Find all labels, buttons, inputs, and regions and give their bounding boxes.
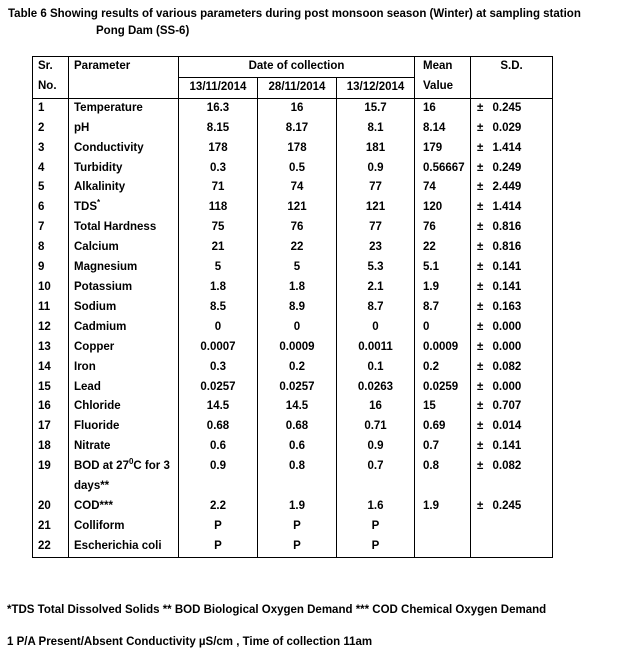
date1-cell: 2.2 bbox=[179, 497, 258, 517]
table-row bbox=[33, 358, 553, 378]
footnote-units: 1 P/A Present/Absent Conductivity µS/cm , Time of collection 11am bbox=[7, 636, 373, 648]
parameter-text-b: C for 3 bbox=[133, 460, 170, 473]
empty-cell bbox=[471, 537, 489, 557]
mean-cell: 22 bbox=[415, 238, 471, 258]
table-row bbox=[33, 198, 553, 218]
plus-minus-cell: ± bbox=[477, 280, 484, 293]
sr-cell: 9 bbox=[33, 258, 69, 278]
sr-cell: 11 bbox=[33, 298, 69, 318]
date2-cell: 178 bbox=[258, 139, 337, 159]
parameter-cell: Alkalinity bbox=[69, 178, 179, 198]
empty-cell bbox=[415, 477, 471, 497]
date3-cell: 16 bbox=[337, 397, 415, 417]
date1-cell: 178 bbox=[179, 139, 258, 159]
date-group-header: Date of collection bbox=[179, 57, 415, 78]
mean-header: Mean bbox=[415, 57, 471, 78]
sd-cell: 0.000 bbox=[489, 338, 553, 358]
date2-cell: 8.17 bbox=[258, 119, 337, 139]
date1-cell: P bbox=[179, 537, 258, 557]
date2-cell: 1.9 bbox=[258, 497, 337, 517]
plus-minus-cell: ± bbox=[477, 320, 484, 333]
sr-cell: 1 bbox=[33, 98, 69, 118]
empty-cell bbox=[489, 517, 553, 537]
sr-cell: 18 bbox=[33, 437, 69, 457]
date3-cell: 121 bbox=[337, 198, 415, 218]
date2-cell: 0.0009 bbox=[258, 338, 337, 358]
date2-cell: 0.8 bbox=[258, 457, 337, 477]
date1-cell: 118 bbox=[179, 198, 258, 218]
parameter-cell: Conductivity bbox=[69, 139, 179, 159]
plus-minus-cell: ± bbox=[477, 161, 484, 174]
caption-line-1: Table 6 Showing results of various parameters during post monsoon season (Winter) at sampling station bbox=[8, 8, 581, 20]
parameter-cell bbox=[69, 457, 179, 477]
mean-cell: 120 bbox=[415, 198, 471, 218]
header-row-1 bbox=[33, 57, 553, 78]
sr-cell: 6 bbox=[33, 198, 69, 218]
mean-cell: 1.9 bbox=[415, 497, 471, 517]
parameter-cell: Lead bbox=[69, 378, 179, 398]
sr-cell: 13 bbox=[33, 338, 69, 358]
parameter-cell: pH bbox=[69, 119, 179, 139]
table-row bbox=[33, 437, 553, 457]
sd-header: S.D. bbox=[471, 57, 553, 78]
date2-cell: 22 bbox=[258, 238, 337, 258]
plus-minus-cell: ± bbox=[477, 300, 484, 313]
table-row bbox=[33, 497, 553, 517]
table-row bbox=[33, 338, 553, 358]
sd-cell: 0.014 bbox=[489, 417, 553, 437]
date3-cell: P bbox=[337, 517, 415, 537]
parameter-cell: Magnesium bbox=[69, 258, 179, 278]
date2-cell: P bbox=[258, 537, 337, 557]
mean-cell: 0.2 bbox=[415, 358, 471, 378]
date3-cell: P bbox=[337, 537, 415, 557]
parameter-text: TDS bbox=[74, 201, 97, 214]
date2-cell: 0 bbox=[258, 318, 337, 338]
date3-cell: 5.3 bbox=[337, 258, 415, 278]
mean-cell: 15 bbox=[415, 397, 471, 417]
mean-cell: 0.56667 bbox=[415, 159, 471, 179]
mean-cell: 0.8 bbox=[415, 457, 471, 477]
sr-cell: 15 bbox=[33, 378, 69, 398]
table-caption bbox=[8, 6, 620, 40]
mean-cell: 76 bbox=[415, 218, 471, 238]
date2-cell: 1.8 bbox=[258, 278, 337, 298]
sd-cell: 0.816 bbox=[489, 238, 553, 258]
plus-minus-cell: ± bbox=[477, 241, 484, 254]
date2-cell: 16 bbox=[258, 98, 337, 118]
date1-cell: 0 bbox=[179, 318, 258, 338]
mean-cell: 0.0259 bbox=[415, 378, 471, 398]
date2-cell: 121 bbox=[258, 198, 337, 218]
sd-header-2 bbox=[471, 77, 553, 98]
date2-cell: 0.6 bbox=[258, 437, 337, 457]
table-row bbox=[33, 98, 553, 118]
mean-cell: 74 bbox=[415, 178, 471, 198]
date-header-3: 13/12/2014 bbox=[337, 77, 415, 98]
date2-cell: 0.2 bbox=[258, 358, 337, 378]
date-header-2: 28/11/2014 bbox=[258, 77, 337, 98]
date1-cell: 75 bbox=[179, 218, 258, 238]
date3-cell: 0.9 bbox=[337, 159, 415, 179]
parameter-cell: Calcium bbox=[69, 238, 179, 258]
sd-cell: 0.141 bbox=[489, 278, 553, 298]
parameter-cell-continued: days** bbox=[69, 477, 179, 497]
parameter-cell: Copper bbox=[69, 338, 179, 358]
sd-cell: 0.249 bbox=[489, 159, 553, 179]
sd-cell: 0.029 bbox=[489, 119, 553, 139]
footnote-abbreviations: *TDS Total Dissolved Solids ** BOD Biological Oxygen Demand *** COD Chemical Oxygen Demand bbox=[7, 604, 547, 616]
date2-cell: 14.5 bbox=[258, 397, 337, 417]
date3-cell: 0.71 bbox=[337, 417, 415, 437]
date3-cell: 8.1 bbox=[337, 119, 415, 139]
sr-cell bbox=[33, 477, 69, 497]
empty-cell bbox=[489, 477, 553, 497]
date3-cell: 0.0263 bbox=[337, 378, 415, 398]
table-row bbox=[33, 517, 553, 537]
plus-minus-cell: ± bbox=[477, 400, 484, 413]
table-row bbox=[33, 278, 553, 298]
date3-cell: 0.9 bbox=[337, 437, 415, 457]
sr-cell: 5 bbox=[33, 178, 69, 198]
empty-cell bbox=[489, 537, 553, 557]
sr-header-text: Sr. bbox=[38, 60, 53, 72]
date3-cell: 77 bbox=[337, 178, 415, 198]
table-row bbox=[33, 477, 553, 497]
mean-cell: 0.0009 bbox=[415, 338, 471, 358]
table-row bbox=[33, 119, 553, 139]
table-row bbox=[33, 298, 553, 318]
parameter-cell: Colliform bbox=[69, 517, 179, 537]
parameter-cell: Sodium bbox=[69, 298, 179, 318]
date1-cell: 5 bbox=[179, 258, 258, 278]
sr-cell: 3 bbox=[33, 139, 69, 159]
date1-cell: 8.5 bbox=[179, 298, 258, 318]
sd-cell: 0.245 bbox=[489, 497, 553, 517]
date1-cell: P bbox=[179, 517, 258, 537]
date3-cell: 181 bbox=[337, 139, 415, 159]
mean-header-2: Value bbox=[415, 77, 471, 98]
parameter-cell: Total Hardness bbox=[69, 218, 179, 238]
sr-cell: 19 bbox=[33, 457, 69, 477]
empty-cell bbox=[415, 517, 471, 537]
mean-cell: 0.7 bbox=[415, 437, 471, 457]
parameter-cell: Escherichia coli bbox=[69, 537, 179, 557]
date1-cell: 0.6 bbox=[179, 437, 258, 457]
sr-header-2: No. bbox=[33, 77, 69, 98]
date2-cell: 0.0257 bbox=[258, 378, 337, 398]
sr-cell: 16 bbox=[33, 397, 69, 417]
parameter-cell: COD*** bbox=[69, 497, 179, 517]
date3-cell: 0.0011 bbox=[337, 338, 415, 358]
parameter-header-2 bbox=[69, 77, 179, 98]
parameter-cell: Iron bbox=[69, 358, 179, 378]
parameter-cell: Chloride bbox=[69, 397, 179, 417]
sd-cell: 0.000 bbox=[489, 318, 553, 338]
plus-minus-cell: ± bbox=[477, 340, 484, 353]
plus-minus-cell: ± bbox=[477, 181, 484, 194]
plus-minus-cell: ± bbox=[477, 499, 484, 512]
date3-cell: 77 bbox=[337, 218, 415, 238]
date1-cell: 8.15 bbox=[179, 119, 258, 139]
sd-cell: 0.141 bbox=[489, 258, 553, 278]
sd-cell: 0.245 bbox=[489, 98, 553, 118]
date1-cell: 0.9 bbox=[179, 457, 258, 477]
sd-cell: 1.414 bbox=[489, 139, 553, 159]
table-row bbox=[33, 417, 553, 437]
table-row bbox=[33, 537, 553, 557]
sd-cell: 2.449 bbox=[489, 178, 553, 198]
table-row bbox=[33, 318, 553, 338]
sr-header bbox=[33, 57, 69, 78]
results-table bbox=[32, 56, 553, 558]
parameter-cell: Turbidity bbox=[69, 159, 179, 179]
caption-line-2: Pong Dam (SS-6) bbox=[96, 25, 190, 37]
sd-cell: 0.082 bbox=[489, 457, 553, 477]
table-row bbox=[33, 457, 553, 477]
date1-cell: 0.3 bbox=[179, 159, 258, 179]
mean-cell: 0.69 bbox=[415, 417, 471, 437]
mean-cell: 0 bbox=[415, 318, 471, 338]
mean-cell: 5.1 bbox=[415, 258, 471, 278]
date1-cell: 1.8 bbox=[179, 278, 258, 298]
date2-cell: 5 bbox=[258, 258, 337, 278]
empty-cell bbox=[258, 477, 337, 497]
date3-cell: 8.7 bbox=[337, 298, 415, 318]
date3-cell: 23 bbox=[337, 238, 415, 258]
date2-cell: 0.68 bbox=[258, 417, 337, 437]
plus-minus-cell: ± bbox=[477, 360, 484, 373]
sr-cell: 8 bbox=[33, 238, 69, 258]
parameter-sup: * bbox=[97, 198, 101, 208]
parameter-cell: Fluoride bbox=[69, 417, 179, 437]
sd-cell: 1.414 bbox=[489, 198, 553, 218]
table-row bbox=[33, 139, 553, 159]
table-row bbox=[33, 397, 553, 417]
sr-cell: 14 bbox=[33, 358, 69, 378]
plus-minus-cell: ± bbox=[477, 460, 484, 473]
plus-minus-cell: ± bbox=[477, 121, 484, 134]
parameter-cell: Nitrate bbox=[69, 437, 179, 457]
plus-minus-cell: ± bbox=[477, 221, 484, 234]
plus-minus-cell: ± bbox=[477, 420, 484, 433]
date1-cell: 0.3 bbox=[179, 358, 258, 378]
date1-cell: 14.5 bbox=[179, 397, 258, 417]
plus-minus-cell: ± bbox=[477, 201, 484, 214]
mean-cell: 1.9 bbox=[415, 278, 471, 298]
sd-cell: 0.816 bbox=[489, 218, 553, 238]
table-row bbox=[33, 218, 553, 238]
date1-cell: 21 bbox=[179, 238, 258, 258]
mean-cell: 16 bbox=[415, 98, 471, 118]
date3-cell: 0.7 bbox=[337, 457, 415, 477]
date1-cell: 0.0257 bbox=[179, 378, 258, 398]
empty-cell bbox=[179, 477, 258, 497]
parameter-header: Parameter bbox=[69, 57, 179, 78]
date3-cell: 15.7 bbox=[337, 98, 415, 118]
sd-cell: 0.000 bbox=[489, 378, 553, 398]
date2-cell: 0.5 bbox=[258, 159, 337, 179]
mean-cell: 8.14 bbox=[415, 119, 471, 139]
sr-cell: 20 bbox=[33, 497, 69, 517]
degree-sup: 0 bbox=[128, 457, 134, 467]
parameter-text: BOD at 27 bbox=[74, 460, 129, 473]
date2-cell: 8.9 bbox=[258, 298, 337, 318]
sr-cell: 17 bbox=[33, 417, 69, 437]
table-row bbox=[33, 238, 553, 258]
sr-cell: 21 bbox=[33, 517, 69, 537]
sr-cell: 7 bbox=[33, 218, 69, 238]
parameter-cell: Potassium bbox=[69, 278, 179, 298]
date1-cell: 16.3 bbox=[179, 98, 258, 118]
parameter-cell: Temperature bbox=[69, 98, 179, 118]
sr-cell: 22 bbox=[33, 537, 69, 557]
table-row bbox=[33, 378, 553, 398]
sd-cell: 0.141 bbox=[489, 437, 553, 457]
parameter-cell bbox=[69, 198, 179, 218]
header-row-2 bbox=[33, 77, 553, 98]
plus-minus-cell: ± bbox=[477, 440, 484, 453]
date2-cell: 74 bbox=[258, 178, 337, 198]
sr-cell: 4 bbox=[33, 159, 69, 179]
date1-cell: 71 bbox=[179, 178, 258, 198]
plus-minus-cell: ± bbox=[477, 261, 484, 274]
date3-cell: 0 bbox=[337, 318, 415, 338]
plus-minus-cell: ± bbox=[477, 141, 484, 154]
sr-cell: 12 bbox=[33, 318, 69, 338]
mean-cell: 8.7 bbox=[415, 298, 471, 318]
empty-cell bbox=[471, 477, 489, 497]
date2-cell: 76 bbox=[258, 218, 337, 238]
date-header-1: 13/11/2014 bbox=[179, 77, 258, 98]
table-row bbox=[33, 178, 553, 198]
parameter-cell: Cadmium bbox=[69, 318, 179, 338]
date3-cell: 1.6 bbox=[337, 497, 415, 517]
sd-cell: 0.082 bbox=[489, 358, 553, 378]
sd-cell: 0.707 bbox=[489, 397, 553, 417]
plus-minus-cell: ± bbox=[477, 380, 484, 393]
plus-minus-cell: ± bbox=[477, 101, 484, 114]
empty-cell bbox=[471, 517, 489, 537]
date3-cell: 2.1 bbox=[337, 278, 415, 298]
date1-cell: 0.68 bbox=[179, 417, 258, 437]
date2-cell: P bbox=[258, 517, 337, 537]
date3-cell: 0.1 bbox=[337, 358, 415, 378]
empty-cell bbox=[337, 477, 415, 497]
date1-cell: 0.0007 bbox=[179, 338, 258, 358]
sd-cell: 0.163 bbox=[489, 298, 553, 318]
empty-cell bbox=[415, 537, 471, 557]
mean-cell: 179 bbox=[415, 139, 471, 159]
sr-cell: 2 bbox=[33, 119, 69, 139]
table-row bbox=[33, 258, 553, 278]
sr-cell: 10 bbox=[33, 278, 69, 298]
table-row bbox=[33, 159, 553, 179]
